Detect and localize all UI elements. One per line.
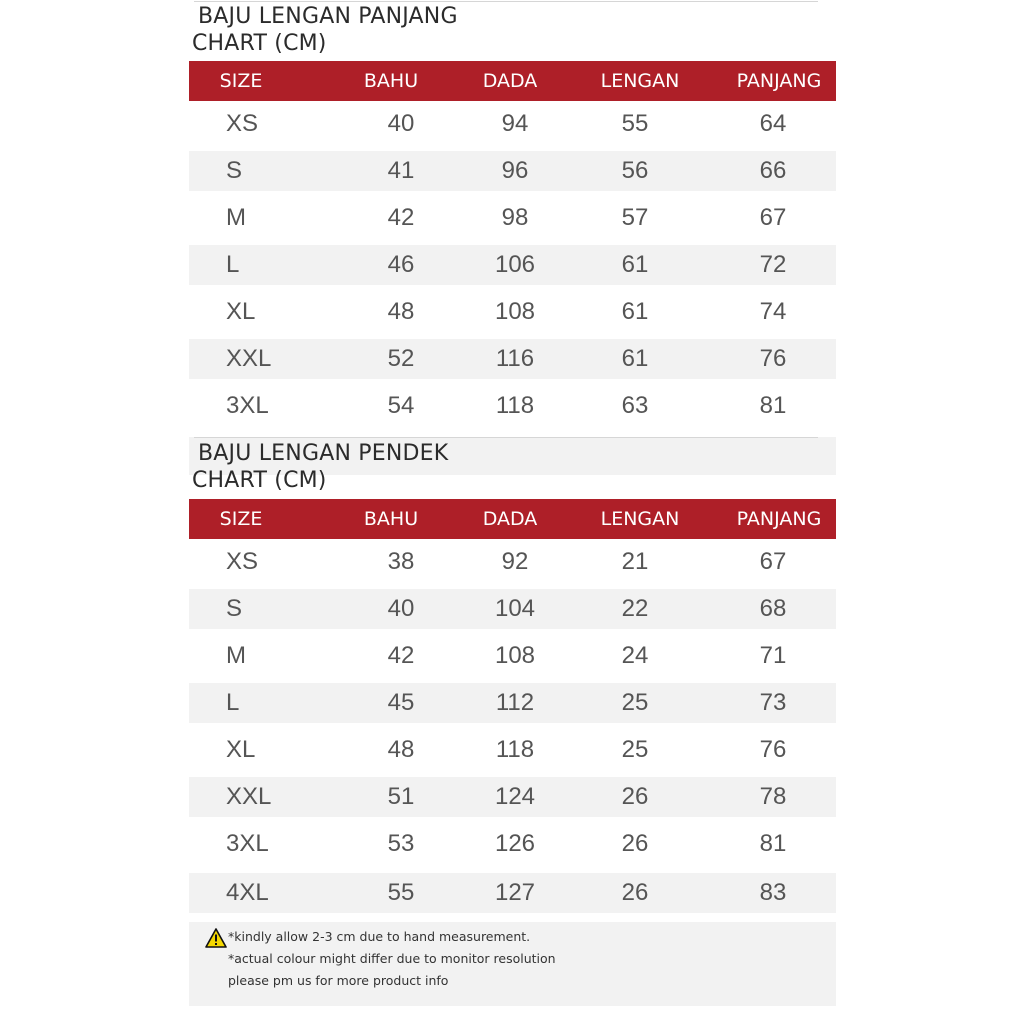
long-sleeve-table <box>189 61 836 437</box>
table-row <box>189 824 836 864</box>
cell-lengan: 25 <box>621 689 649 716</box>
cell-panjang: 64 <box>759 110 787 137</box>
cell-panjang: 71 <box>759 642 787 669</box>
note-contact-info: please pm us for more product info <box>228 973 449 988</box>
table-row <box>189 636 836 676</box>
cell-size: XS <box>226 548 259 575</box>
long-sleeve-title <box>192 3 612 57</box>
long-sleeve-header-row <box>189 61 836 101</box>
cell-size: XXL <box>226 345 272 372</box>
cell-dada: 108 <box>494 642 536 669</box>
cell-size: L <box>226 251 240 278</box>
cell-size: XS <box>226 110 259 137</box>
cell-size: XL <box>226 736 256 763</box>
header-dada: DADA <box>482 70 538 92</box>
short-sleeve-title-line2: CHART <box>192 468 268 493</box>
cell-size: L <box>226 689 240 716</box>
cell-dada: 108 <box>494 298 536 325</box>
cell-dada: 92 <box>501 548 529 575</box>
table-row <box>189 730 836 770</box>
section-divider <box>194 437 818 438</box>
table-row <box>189 873 836 913</box>
short-sleeve-title <box>192 440 612 494</box>
cell-bahu: 42 <box>387 204 415 231</box>
short-sleeve-header-row <box>189 499 836 539</box>
cell-dada: 112 <box>495 689 535 716</box>
cell-lengan: 26 <box>621 830 649 857</box>
cell-panjang: 67 <box>759 204 787 231</box>
cell-size: S <box>226 157 243 184</box>
header-lengan: LENGAN <box>600 508 680 530</box>
short-sleeve-title-line1: BAJU LENGAN PENDEK <box>198 441 449 466</box>
cell-size: M <box>226 642 246 669</box>
cell-bahu: 48 <box>387 736 415 763</box>
cell-bahu: 38 <box>387 548 415 575</box>
long-sleeve-title-unit: (CM) <box>274 31 327 56</box>
long-sleeve-title-line2: CHART <box>192 31 268 56</box>
table-row <box>189 292 836 332</box>
cell-lengan: 26 <box>621 783 649 810</box>
cell-bahu: 52 <box>387 345 415 372</box>
cell-lengan: 56 <box>621 157 649 184</box>
cell-panjang: 81 <box>759 392 787 419</box>
cell-dada: 96 <box>501 157 529 184</box>
header-panjang: PANJANG <box>736 508 822 530</box>
cell-lengan: 26 <box>621 879 649 906</box>
header-bahu: BAHU <box>363 70 419 92</box>
cell-panjang: 83 <box>759 879 787 906</box>
cell-lengan: 57 <box>621 204 649 231</box>
cell-size: XL <box>226 298 256 325</box>
top-divider <box>194 1 818 2</box>
cell-size: S <box>226 595 243 622</box>
table-row <box>189 777 836 817</box>
cell-lengan: 22 <box>621 595 649 622</box>
notes-box <box>189 922 836 1006</box>
cell-lengan: 25 <box>621 736 649 763</box>
cell-bahu: 40 <box>387 595 415 622</box>
cell-bahu: 41 <box>387 157 415 184</box>
cell-dada: 118 <box>495 392 535 419</box>
note-hand-measurement: *kindly allow 2-3 cm due to hand measurement. <box>228 929 531 944</box>
cell-panjang: 76 <box>759 736 787 763</box>
cell-bahu: 48 <box>387 298 415 325</box>
cell-bahu: 55 <box>387 879 415 906</box>
cell-lengan: 61 <box>621 345 649 372</box>
cell-panjang: 81 <box>759 830 787 857</box>
cell-dada: 94 <box>501 110 529 137</box>
cell-panjang: 67 <box>759 548 787 575</box>
cell-lengan: 63 <box>621 392 649 419</box>
cell-size: 3XL <box>226 392 269 419</box>
header-size: SIZE <box>219 508 263 530</box>
table-row <box>189 339 836 379</box>
cell-bahu: 51 <box>387 783 415 810</box>
table-row <box>189 683 836 723</box>
cell-bahu: 53 <box>387 830 415 857</box>
header-size: SIZE <box>219 70 263 92</box>
header-dada: DADA <box>482 508 538 530</box>
cell-lengan: 55 <box>621 110 649 137</box>
cell-dada: 106 <box>494 251 536 278</box>
cell-lengan: 61 <box>621 251 649 278</box>
cell-panjang: 66 <box>759 157 787 184</box>
cell-bahu: 54 <box>387 392 415 419</box>
cell-panjang: 68 <box>759 595 787 622</box>
cell-panjang: 73 <box>759 689 787 716</box>
cell-size: XXL <box>226 783 272 810</box>
cell-lengan: 61 <box>621 298 649 325</box>
table-row <box>189 589 836 629</box>
cell-bahu: 42 <box>387 642 415 669</box>
cell-dada: 116 <box>495 345 535 372</box>
cell-bahu: 46 <box>387 251 415 278</box>
cell-size: M <box>226 204 246 231</box>
cell-panjang: 74 <box>759 298 787 325</box>
cell-panjang: 72 <box>759 251 787 278</box>
cell-dada: 124 <box>494 783 536 810</box>
short-sleeve-table <box>189 499 836 915</box>
cell-panjang: 76 <box>759 345 787 372</box>
table-row <box>189 386 836 426</box>
table-row <box>189 245 836 285</box>
warning-icon <box>205 928 227 948</box>
cell-size: 4XL <box>226 879 269 906</box>
cell-dada: 127 <box>494 879 536 906</box>
cell-bahu: 45 <box>387 689 415 716</box>
cell-dada: 98 <box>501 204 529 231</box>
cell-size: 3XL <box>226 830 269 857</box>
header-panjang: PANJANG <box>736 70 822 92</box>
long-sleeve-title-line1: BAJU LENGAN PANJANG <box>198 4 458 29</box>
table-row <box>189 198 836 238</box>
cell-lengan: 24 <box>621 642 649 669</box>
header-lengan: LENGAN <box>600 70 680 92</box>
table-row <box>189 542 836 582</box>
table-row <box>189 151 836 191</box>
table-row <box>189 104 836 144</box>
header-bahu: BAHU <box>363 508 419 530</box>
cell-dada: 118 <box>495 736 535 763</box>
note-colour-difference: *actual colour might differ due to monitor resolution <box>228 951 556 966</box>
cell-dada: 104 <box>494 595 536 622</box>
cell-dada: 126 <box>494 830 536 857</box>
short-sleeve-title-unit: (CM) <box>274 468 327 493</box>
cell-bahu: 40 <box>387 110 415 137</box>
cell-panjang: 78 <box>759 783 787 810</box>
cell-lengan: 21 <box>621 548 649 575</box>
